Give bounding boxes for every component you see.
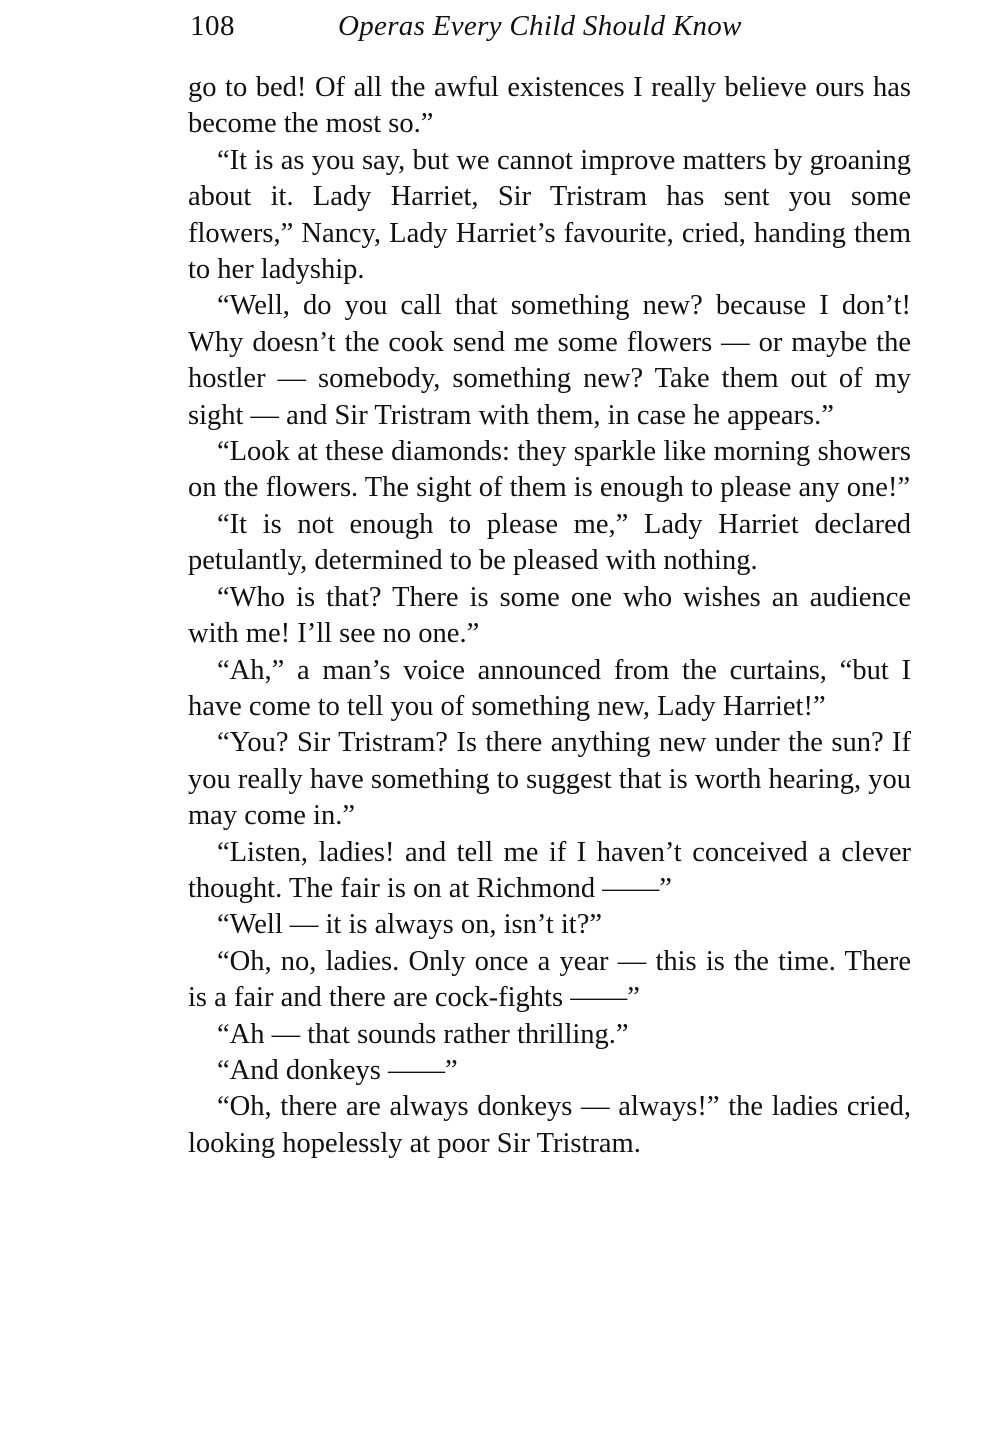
paragraph: “Ah — that sounds rather thrilling.” [217, 1018, 629, 1050]
paragraph: “You? Sir Tristram? Is there anything new under the sun? If you really have something to suggest that is worth hearing, you may come in.” [188, 727, 911, 832]
running-head [190, 6, 912, 46]
paragraph: “Ah,” a man’s voice announced from the curtains, “but I have come to tell you of something new, Lady Harriet!” [188, 654, 911, 722]
paragraph: “Look at these diamonds: they sparkle like morning showers on the flowers. The sight of them is enough to please any one!” [188, 436, 911, 504]
paragraph: “It is as you say, but we cannot improve matters by groaning about it. Lady Harriet, Sir Tristram has sent you some flowers,” Nancy, Lady Harriet’s favourite, cried, handing them to her ladyship. [188, 144, 911, 286]
text-body [188, 70, 911, 1162]
paragraph: go to bed! Of all the awful existences I really believe ours has become the most so.” [188, 72, 911, 140]
page-number: 108 [190, 10, 235, 42]
paragraph: “Oh, no, ladies. Only once a year — this is the time. There is a fair and there are cock-fights ——” [188, 945, 911, 1014]
paragraph: “Well — it is always on, isn’t it?” [217, 909, 603, 941]
paragraph: “Listen, ladies! and tell me if I haven’t conceived a clever thought. The fair is on at Richmond ——” [188, 836, 911, 904]
paragraph: “Oh, there are always donkeys — always!” the ladies cried, looking hopelessly at poor Sir Tristram. [188, 1091, 911, 1159]
paragraph: “Who is that? There is some one who wishes an audience with me! I’ll see no one.” [188, 581, 911, 650]
paragraph: “Well, do you call that something new? because I don’t! Why doesn’t the cook send me some flowers — or maybe the hostler — somebody, something new? Take them out of my sight — and Sir Tristram with them, in case he appears.” [188, 290, 911, 431]
paragraph: “And donkeys ——” [217, 1054, 458, 1086]
paragraph: “It is not enough to please me,” Lady Harriet declared petulantly, determined to be pleased with nothing. [188, 508, 911, 577]
running-title: Operas Every Child Should Know [338, 10, 742, 42]
